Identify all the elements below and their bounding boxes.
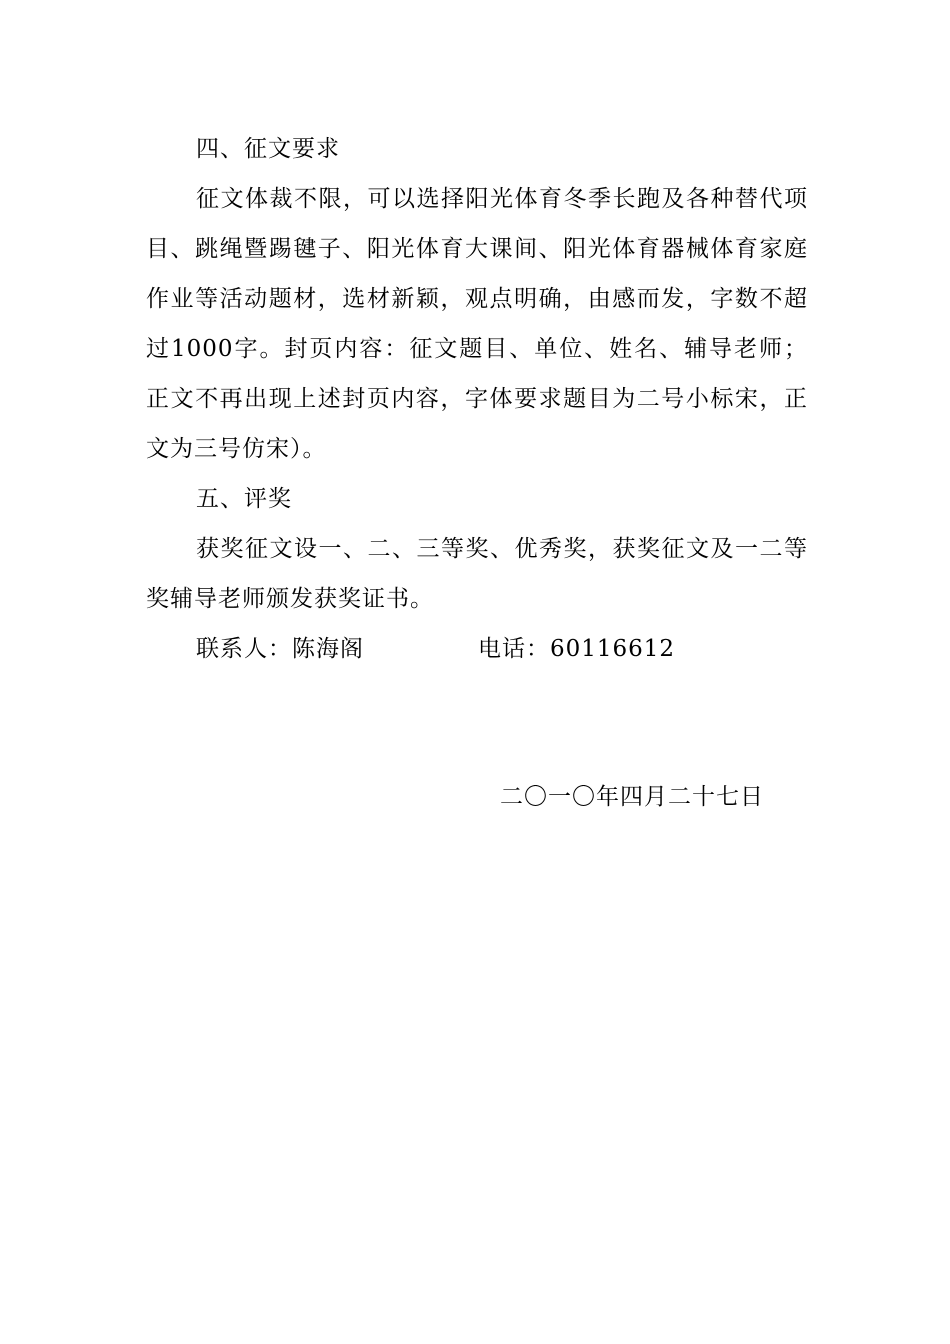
document-body [146,124,808,674]
section-5-heading: 五、评奖 [196,486,292,512]
contact-phone: 电话：60116612 [478,636,676,662]
contact-person: 联系人：陈海阁 [196,636,364,662]
section-4-heading: 四、征文要求 [196,136,340,162]
document-date: 二〇一〇年四月二十七日 [500,784,764,810]
section-5-paragraph: 获奖征文设一、二、三等奖、优秀奖，获奖征文及一二等奖辅导老师颁发获奖证书。 [146,536,808,612]
contact-line [146,624,808,674]
section-4-paragraph: 征文体裁不限，可以选择阳光体育冬季长跑及各种替代项目、跳绳暨踢毽子、阳光体育大课间、阳光体育器械体育家庭作业等活动题材，选材新颖，观点明确，由感而发，字数不超过1000字。封页内容：征文题目、单位、姓名、辅导老师；正文不再出现上述封页内容，字体要求题目为二号小标宋，正文为三号仿宋）。 [146,186,808,462]
